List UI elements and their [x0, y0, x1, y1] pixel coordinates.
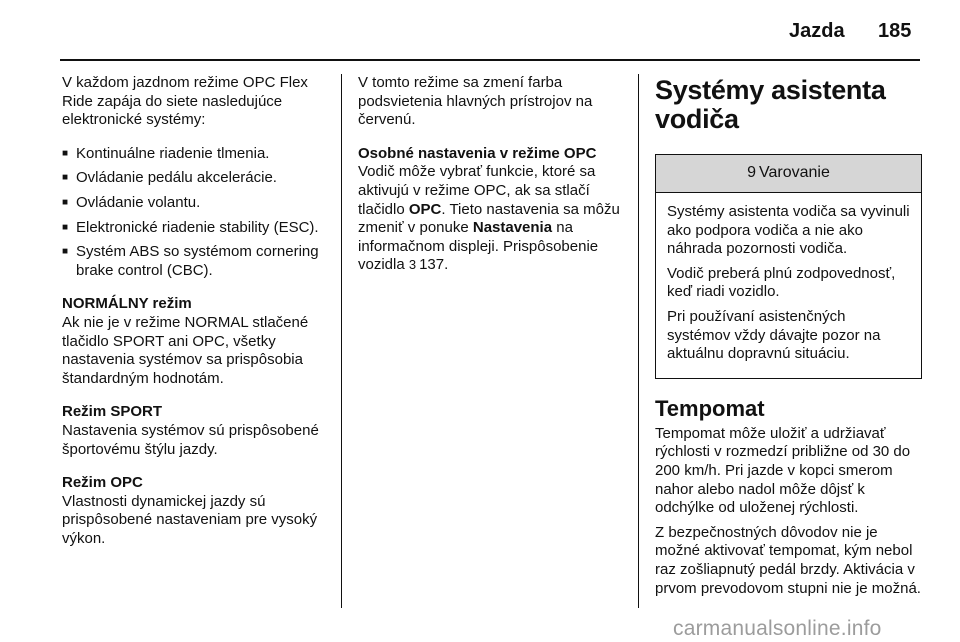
section-title: Jazda [789, 20, 845, 42]
sport-mode-section [62, 403, 330, 459]
list-item: ■ Systém ABS so systémom cornering brake control (CBC). [62, 243, 330, 280]
column-divider-1 [341, 74, 342, 608]
column-3 [655, 74, 925, 613]
page-number: 185 [878, 20, 912, 42]
sport-mode-text: Nastavenia systémov sú prispôsobené športovému štýlu jazdy. [62, 421, 319, 458]
personal-settings-heading: Osobné nastavenia v režime OPC [358, 144, 597, 162]
normal-mode-section [62, 295, 330, 388]
opc-mode-heading: Režim OPC [62, 474, 143, 492]
personal-settings-section [358, 145, 624, 275]
warning-icon: 9 [747, 164, 757, 182]
opc-button-label: OPC [408, 200, 442, 218]
page-reference-icon: 3 [408, 257, 417, 273]
chapter-title: Systémy asistenta vodiča [655, 75, 886, 134]
opc-mode-text: Vlastnosti dynamickej jazdy sú prispôsobené nastaveniam pre vysoký výkon. [62, 492, 318, 547]
warning-paragraph: Systémy asistenta vodiča sa vyvinuli ako podpora vodiča a nie ako náhrada pozornosti vodiča. [667, 203, 910, 258]
personal-settings-text-3: na informačnom displeji. Prispôsobenie vozidla [358, 219, 599, 274]
warning-box [655, 154, 922, 379]
tempomat-paragraph: Z bezpečnostných dôvodov nie je možné aktivovať tempomat, kým nebol raz zošliapnutý pedál brzdy. Aktivácia v prvom prevodovom stupni nie je možná. [655, 523, 921, 597]
settings-menu-label: Nastavenia [472, 219, 553, 237]
column-divider-2 [638, 74, 639, 608]
watermark: carmanualsonline.info [673, 617, 882, 640]
warning-header [656, 155, 921, 193]
personal-settings-text-2: . Tieto nastavenia sa môžu zmeniť v ponuke [358, 200, 620, 237]
warning-paragraph: Vodič preberá plnú zodpovednosť, keď riadi vozidlo. [667, 264, 896, 301]
list-item: ■ Kontinuálne riadenie tlmenia. [62, 145, 330, 164]
list-item: ■ Ovládanie volantu. [62, 194, 330, 213]
page-reference[interactable]: 137. [419, 256, 449, 274]
tempomat-paragraph: Tempomat môže uložiť a udržiavať rýchlosti v rozmedzí približne od 30 do 200 km/h. Pri jazde v kopci smerom nahor alebo nadol môže dôjsť k odchýlke od uloženej rýchlosti. [655, 424, 911, 517]
personal-settings-text-1: Vodič môže vybrať funkcie, ktoré sa aktivujú v režime OPC, ak sa stlačí tlačidlo [358, 163, 596, 218]
list-item: ■ Elektronické riadenie stability (ESC). [62, 219, 330, 238]
column-2 [358, 74, 624, 290]
warning-body [656, 193, 921, 378]
tempomat-heading: Tempomat [655, 395, 765, 421]
intro-paragraph: V každom jazdnom režime OPC Flex Ride zapája do siete nasledujúce elektronické systémy: [62, 74, 308, 129]
warning-label: Varovanie [759, 164, 830, 182]
header-rule [60, 59, 920, 61]
warning-paragraph: Pri používaní asistenčných systémov vždy dávajte pozor na aktuálnu dopravnú situáciu. [667, 307, 881, 363]
normal-mode-text: Ak nie je v režime NORMAL stlačené tlačidlo SPORT ani OPC, všetky nastavenia systémov sa prispôsobia štandardným hodnotám. [62, 313, 309, 387]
sport-mode-heading: Režim SPORT [62, 403, 163, 421]
page-header [0, 0, 960, 60]
column-1 [62, 74, 330, 563]
color-paragraph: V tomto režime sa zmení farba podsvietenia hlavných prístrojov na červenú. [358, 74, 593, 129]
opc-mode-section [62, 474, 330, 548]
systems-list [62, 145, 330, 281]
normal-mode-heading: NORMÁLNY režim [62, 295, 192, 313]
list-item: ■ Ovládanie pedálu akcelerácie. [62, 169, 330, 188]
